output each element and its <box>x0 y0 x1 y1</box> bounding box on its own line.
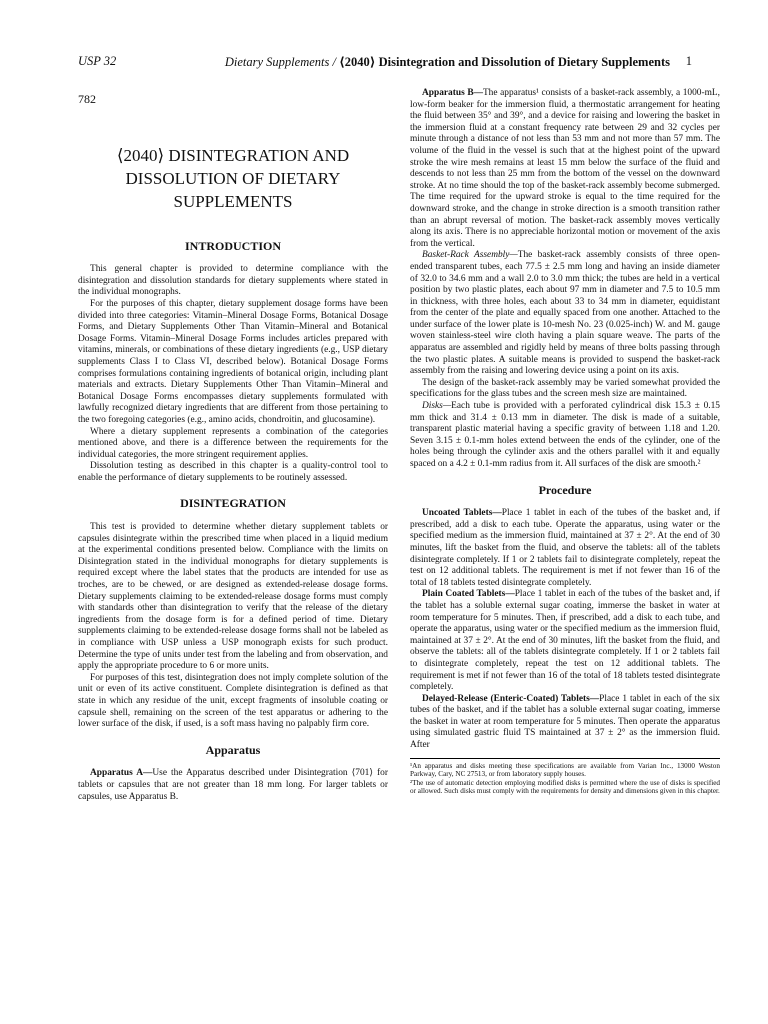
disintegration-heading: DISINTEGRATION <box>180 496 286 511</box>
apparatus-b-paragraph: Apparatus B—The apparatus¹ consists of a basket-rack assembly, a 1000-mL, low-form beaker for the immersion fluid, a thermostatic arrangement for heating the fluid between 35° and 39°, and a device for raising and lowering the basket in the immersion fluid at a constant frequency rate between 29 and 32 cycles per minute through a distance of not less than 53 mm and not more than 57 mm. The volume of the fluid in the vessel is such that at the highest point of the upward stroke the wire mesh remains at least 15 mm below the surface of the fluid and descends to not less than 25 mm from the bottom of the vessel on the downward stroke. At no time should the top of the basket-rack assembly become submerged. The time required for the upward stroke is equal to the time required for the downward stroke, and the change in stroke direction is a smooth transition rather than an abrupt reversal of motion. The basket-rack assembly moves vertically along its axis. There is no appreciable horizontal motion or movement of the axis from the vertical. <box>410 88 720 249</box>
header-usp-edition: USP 32 <box>78 54 117 68</box>
procedure-heading: Procedure <box>538 482 592 497</box>
apparatus-a-paragraph: Apparatus A—Use the Apparatus described under Disintegration ⟨701⟩ for tablets or capsules that are not greater than 18 mm long. For larger tablets or capsules, use Apparatus B. <box>78 768 388 802</box>
footnote: ¹An apparatus and disks meeting these specifications are available from Varian Inc., 13000 Weston Parkway, Cary, NC 27513, or from laboratory supply houses. <box>410 761 720 779</box>
right-column <box>410 88 720 796</box>
header-page-number: 1 <box>685 54 692 68</box>
disintegration-paragraph: This test is provided to determine whether dietary supplement tablets or capsules disintegrate within the prescribed time when placed in a liquid medium at the experimental conditions presented below. Compliance with the limits on Disintegration stated in the individual monographs for dietary supplements is required except where the label states that the products are intended for use as troches, are to be chewed, or are designed as extended-release dosage forms. Dietary supplements claiming to be extended-release dosage forms must comply with standards other than disintegration to verify that the release of the dietary ingredients from the dosage form is for a defined period of time. Dietary supplements claiming to be extended-release dosage forms shall not be labeled as in compliance with USP unless a USP monograph exists for such product. Determine the type of units under test from the labeling and from observation, and apply the appropriate procedure to 6 or more units. <box>78 522 388 672</box>
page-number: 782 <box>78 92 96 106</box>
design-paragraph: The design of the basket-rack assembly may be varied somewhat provided the specifications for the glass tubes and the screen mesh size are maintained. <box>410 377 720 400</box>
basket-rack-paragraph: Basket-Rack Assembly—The basket-rack assembly consists of three open-ended transparent tubes, each 77.5 ± 2.5 mm long and having an inside diameter of 32.0 to 34.6 mm and a wall 2.0 to 3.0 mm thick; the tubes are held in a vertical position by two plastic plates, each about 97 mm in diameter and 7.5 to 10.5 mm in thickness, with three holes, each about 33 to 34 mm in diameter, equidistant from the center of the plate and equally spaced from one another. Attached to the under surface of the lower plate is 10-mesh No. 23 (0.025-inch) W. and M. gauge woven stainless-steel wire cloth having a plain square weave. The parts of the apparatus are assembled and rigidly held by means of three bolts passing through the two plastic plates. A suitable means is provided to suspend the basket-rack assembly from the raising and lowering device using a point on its axis. <box>410 250 720 377</box>
uncoated-tablets-paragraph: Uncoated Tablets—Place 1 tablet in each of the tubes of the basket and, if prescribed, add a disk to each tube. Operate the apparatus, using water or the specified medium as the immersion fluid, maintained at 37 ± 2°. At the end of 30 minutes, lift the basket from the fluid, and observe the tablets: all of the tablets disintegrate completely. If 1 or 2 tablets fail to disintegrate completely, repeat the test on 12 additional tablets. The requirement is met if not fewer than 16 of the total of 18 tablets tested disintegrate completely. <box>410 508 720 588</box>
footnote: ²The use of automatic detection employing modified disks is permitted where the use of disks is specified or allowed. Such disks must comply with the requirements for density and dimensions given in this chapter. <box>410 778 720 796</box>
intro-paragraph: Dissolution testing as described in this chapter is a quality-control tool to enable the performance of dietary supplements to be routinely assessed. <box>78 461 388 483</box>
disintegration-paragraph: For purposes of this test, disintegration does not imply complete solution of the unit or even of its active constituent. Complete disintegration is defined as that state in which any residue of the unit, except fragments of insoluble coating or capsule shell, remaining on the screen of the test apparatus or adhering to the lower surface of the disk, if used, is a soft mass having no palpably firm core. <box>78 672 388 730</box>
intro-paragraph: For the purposes of this chapter, dietary supplement dosage forms have been divided into three categories: Vitamin–Mineral Dosage Forms, Botanical Dosage Forms, and Dietary Supplements Other Than Vitamin–Mineral and Botanical Dosage Forms. Vitamin–Mineral Dosage Forms includes articles prepared with vitamins, minerals, or combinations of these dietary ingredients (e.g., USP dietary supplements Class I to Class VI, described below). Botanical Dosage Forms comprises formulations containing ingredients of botanical origin, including plant materials and extracts. Dietary Supplements Other Than Vitamin–Mineral and Botanical Dosage Forms encompasses dietary supplements formulated with lawfully recognized dietary ingredients that are different from those pertaining to the two foregoing categories (e.g., amino acids, chondroitin, and glucosamine). <box>78 298 388 425</box>
delayed-release-paragraph: Delayed-Release (Enteric-Coated) Tablets—Place 1 tablet in each of the six tubes of the basket, and if the tablet has a soluble external sugar coating, immerse the basket in water at room temperature for 5 minutes. Then operate the apparatus using simulated gastric fluid TS maintained at 37 ± 2° as the immersion fluid. After <box>410 693 720 751</box>
running-header <box>78 54 692 72</box>
introduction-heading: INTRODUCTION <box>184 238 281 253</box>
apparatus-heading: Apparatus <box>205 742 261 757</box>
disks-paragraph: Disks—Each tube is provided with a perforated cylindrical disk 15.3 ± 0.15 mm thick and 31.4 ± 0.13 mm in diameter. The disk is made of a suitable, transparent plastic material having a specific gravity of between 1.18 and 1.20. Seven 3.15 ± 0.1-mm holes extend between the ends of the cylinder, one of the holes being through the cylinder axis and the others parallel with it and equally spaced on a 4.2 ± 0.1-mm radius from it. All surfaces of the disk are smooth.² <box>410 401 720 469</box>
left-column <box>78 88 388 803</box>
header-chapter-title: Dietary Supplements / ⟨2040⟩ Disintegration and Dissolution of Dietary Supplements <box>224 55 670 69</box>
plain-coated-tablets-paragraph: Plain Coated Tablets—Place 1 tablet in each of the tubes of the basket and, if the tablet has a soluble external sugar coating, immerse the basket in water at room temperature for 5 minutes. Then, if prescribed, add a disk to each tube, and operate the apparatus, using water or the specified medium as the immersion fluid, maintained at 37 ± 2°. At the end of 30 minutes, lift the basket from the fluid, and observe the tablets: all of the tablets disintegrate completely. If 1 or 2 tablets fail to disintegrate completely, repeat the test on 12 additional tablets. The requirement is met if not fewer than 16 of the total of 18 tablets tested disintegrate completely. <box>410 589 721 693</box>
intro-paragraph: Where a dietary supplement represents a combination of the categories mentioned above, and there is a difference between the requirements for the individual categories, the more stringent requirement applies. <box>78 426 388 460</box>
intro-paragraph: This general chapter is provided to determine compliance with the disintegration and dissolution standards for dietary supplements where stated in the individual monographs. <box>78 264 388 298</box>
footnotes <box>410 758 720 796</box>
chapter-title: ⟨2040⟩ DISINTEGRATION AND DISSOLUTION OF DIETARY SUPPLEMENTS <box>116 145 350 211</box>
